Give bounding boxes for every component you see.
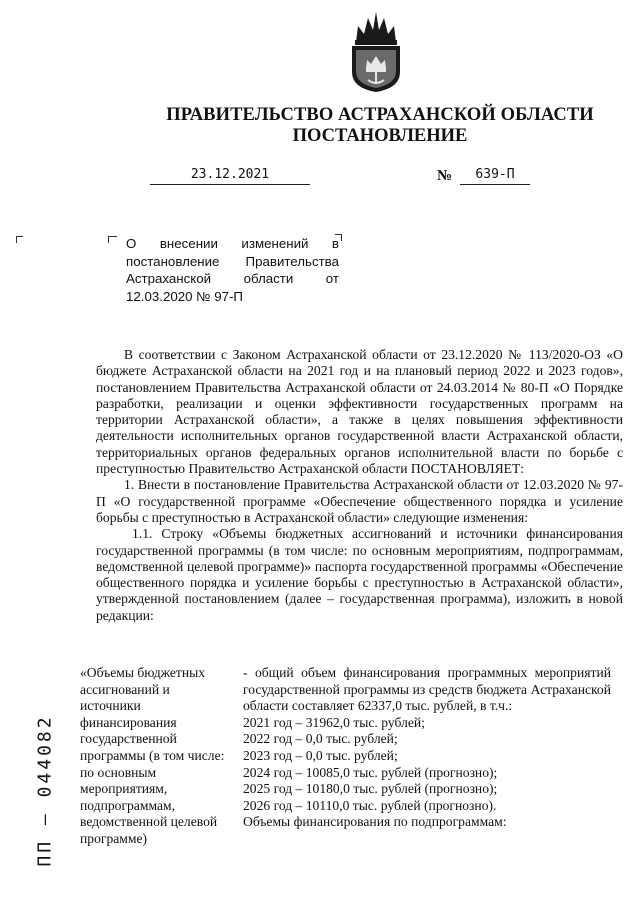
passport-row-value xyxy=(243,665,611,831)
list-item: 2025 год – 10180,0 тыс. рублей (прогнозно); xyxy=(243,781,498,797)
total-financing: - общий объем финансирования программных мероприятий государственной программы из средств бюджета Астраханской области составляет 62337,0 тыс. рублей, в т.ч.: xyxy=(243,665,611,714)
list-item: 2024 год – 10085,0 тыс. рублей (прогнозно); xyxy=(243,764,498,780)
document-date: 23.12.2021 xyxy=(150,167,310,185)
list-item: 2026 год – 10110,0 тыс. рублей (прогнозно). xyxy=(243,797,497,813)
astrakhan-coat-of-arms-icon xyxy=(346,8,406,94)
yearly-financing-list xyxy=(243,715,611,815)
document-type-title: ПОСТАНОВЛЕНИЕ xyxy=(292,126,468,146)
corner-mark xyxy=(108,236,117,243)
list-item: 2022 год – 0,0 тыс. рублей; xyxy=(243,731,398,747)
serial-number: ПП – 044082 xyxy=(34,714,56,867)
document-number: 639-П xyxy=(460,167,530,185)
item-1-paragraph: 1. Внести в постановление Правительства Астраханской области от 12.03.2020 № 97-П «О государственной программе «Обеспечение общественного порядка и усиление борьбы с преступностью в Астраханской области» следующие изменения: xyxy=(96,477,623,525)
corner-mark xyxy=(16,236,23,243)
document-body xyxy=(96,347,623,624)
organization-title: ПРАВИТЕЛЬСТВО АСТРАХАНСКОЙ ОБЛАСТИ xyxy=(166,105,594,125)
list-item: 2023 год – 0,0 тыс. рублей; xyxy=(243,747,398,763)
subprograms-heading: Объемы финансирования по подпрограммам: xyxy=(243,814,507,830)
item-1-1-paragraph: 1.1. Строку «Объемы бюджетных ассигнований и источники финансирования государственной программы (в том числе: по основным мероприятиям, подпрограммам, ведомственной целевой программе)» паспорта государственной программы «Обеспечение общественного порядка и усиление борьбы с преступностью в Астраханской области», утвержденной постановлением (далее – государственная программа), изложить в новой редакции: xyxy=(96,526,623,623)
document-subject: О внесении изменений в постановление Правительства Астраханской области от 12.03.2020 № 97-П xyxy=(126,236,339,304)
passport-row-label: «Объемы бюджетных ассигнований и источники финансирования государственной программы (в том числе: по основным мероприятиям, подпрограммам, ведомственной целевой программе) xyxy=(80,665,225,846)
list-item: 2021 год – 31962,0 тыс. рублей; xyxy=(243,714,425,730)
number-label: № xyxy=(437,168,453,184)
preamble-paragraph: В соответствии с Законом Астраханской области от 23.12.2020 № 113/2020-ОЗ «О бюджете Астраханской области на 2021 год и на плановый период 2022 и 2023 годов», постановлением Правительства Астраханской области от 24.03.2014 № 80-П «О Порядке разработки, реализации и оценки эффективности государственных программ на территории Астраханской области», а также в целях повышения эффективности деятельности исполнительных органов государственной власти Астраханской области, территориальных органов федеральных органов исполнительной власти по борьбе с преступностью Правительство Астраханской области ПОСТАНОВЛЯЕТ: xyxy=(96,347,623,477)
